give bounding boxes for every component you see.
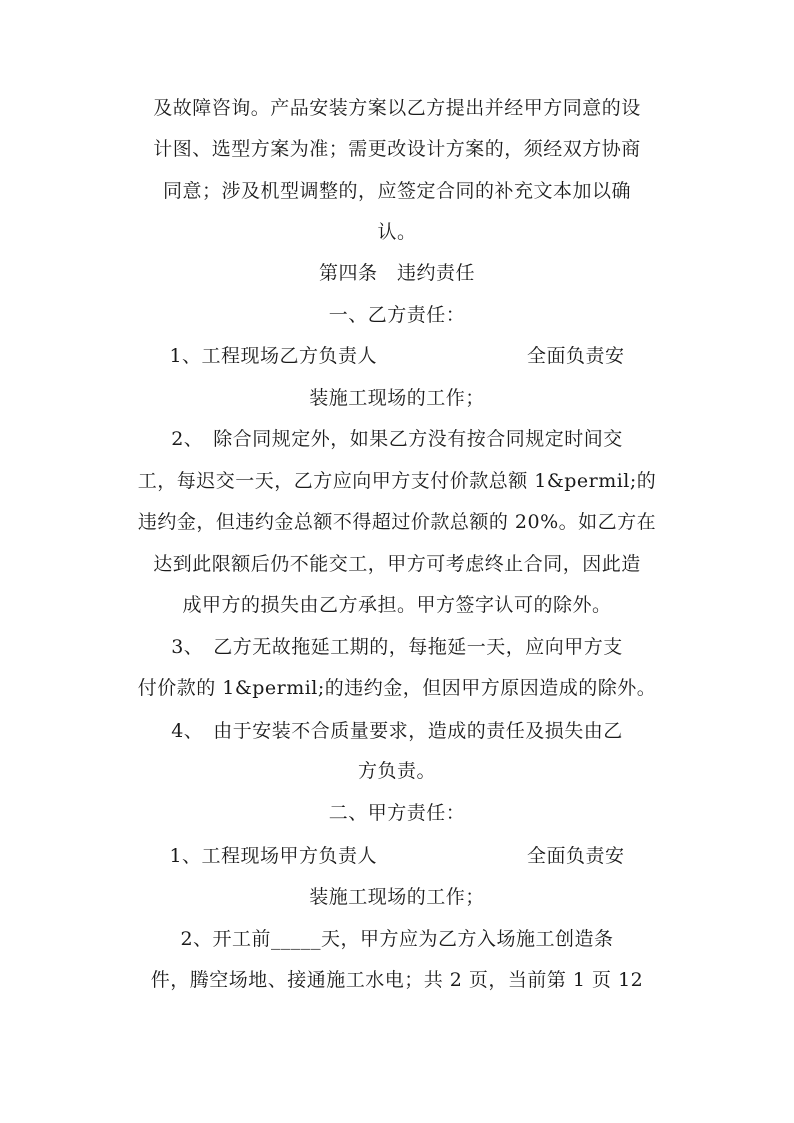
- text-line: 及故障咨询。产品安装方案以乙方提出并经甲方同意的设: [153, 97, 641, 119]
- text-segment: 1、工程现场甲方负责人: [169, 845, 378, 867]
- text-line: 2、开工前_____天，甲方应为乙方入场施工创造条: [180, 928, 614, 950]
- text-line: 2、 除合同规定外，如果乙方没有按合同规定时间交: [171, 428, 623, 450]
- text-line: 达到此限额后仍不能交工，甲方可考虑终止合同，因此造: [153, 553, 641, 575]
- text-line: 成甲方的损失由乙方承担。甲方签字认可的除外。: [182, 594, 612, 616]
- text-segment: 全面负责安: [527, 345, 625, 367]
- text-line: 工，每迟交一天，乙方应向甲方支付价款总额 1&permil;的: [137, 470, 657, 492]
- section-heading: 二、甲方责任：: [328, 802, 466, 824]
- text-segment: 1、工程现场乙方负责人: [169, 345, 378, 367]
- text-line: [0, 836, 794, 876]
- text-segment: 全面负责安: [527, 845, 625, 867]
- text-line: 3、 乙方无故拖延工期的，每拖延一天，应向甲方支: [171, 636, 623, 658]
- text-line: [0, 336, 794, 376]
- text-line: 认。: [377, 221, 417, 243]
- text-line: 计图、选型方案为准；需更改设计方案的，须经双方协商: [153, 138, 641, 160]
- article-heading: 第四条 违约责任: [318, 262, 475, 284]
- text-line: 件，腾空场地、接通施工水电；共 2 页，当前第 1 页 12: [150, 969, 644, 991]
- section-heading: 一、乙方责任：: [328, 304, 466, 326]
- text-line: 方负责。: [357, 760, 436, 782]
- text-line: 同意；涉及机型调整的，应签定合同的补充文本加以确: [162, 180, 631, 202]
- text-line: 付价款的 1&permil;的违约金，但因甲方原因造成的除外。: [137, 677, 657, 699]
- text-line: 违约金，但违约金总额不得超过价款总额的 20%。如乙方在: [137, 511, 657, 533]
- text-line: 4、 由于安装不合质量要求，造成的责任及损失由乙: [171, 720, 623, 742]
- text-line: 装施工现场的工作；: [309, 886, 485, 908]
- text-line: 装施工现场的工作；: [309, 387, 485, 409]
